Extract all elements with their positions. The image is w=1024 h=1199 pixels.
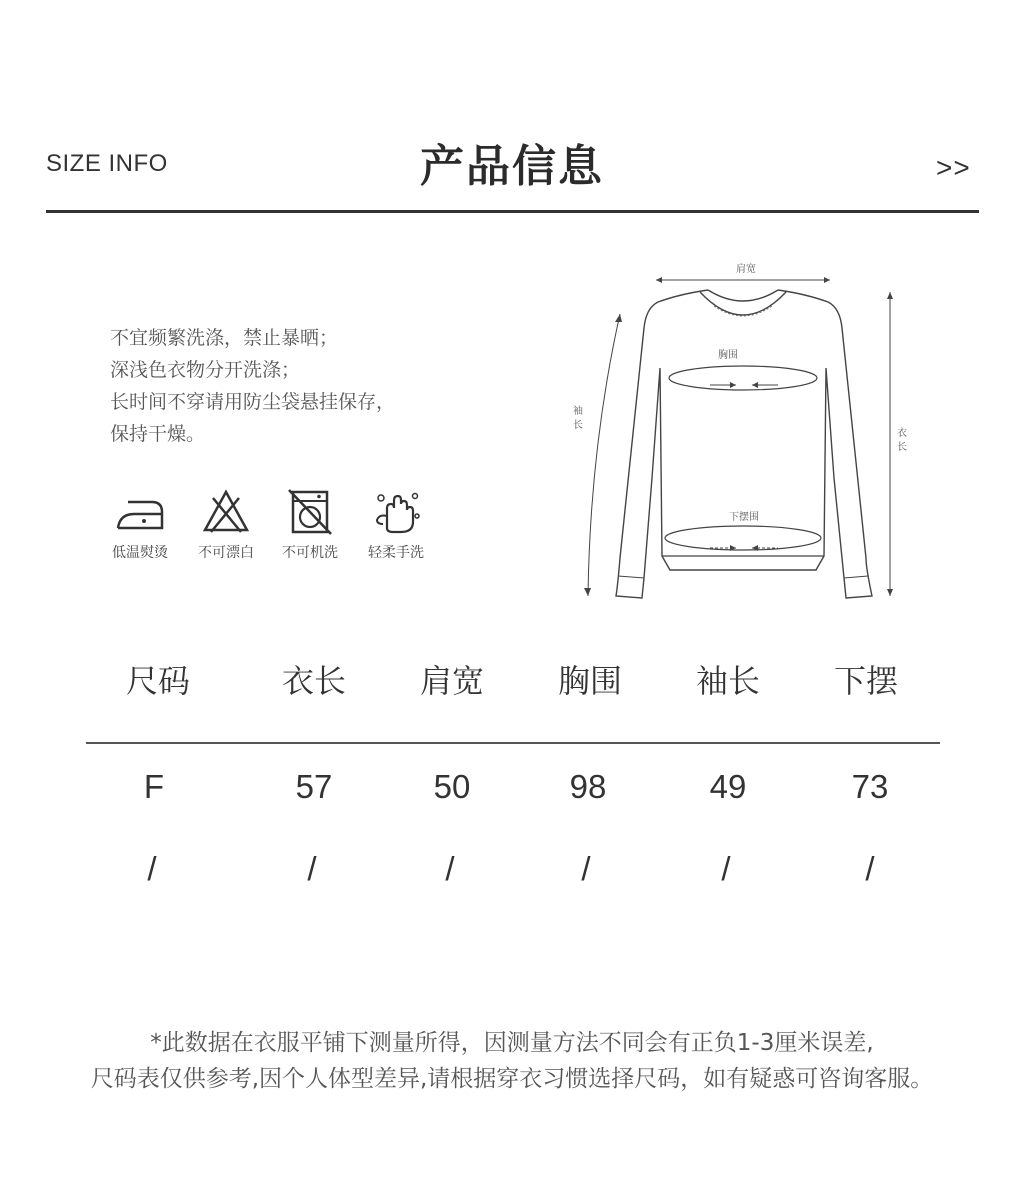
table-row bbox=[86, 850, 940, 894]
table-cell: 73 bbox=[851, 768, 889, 805]
care-line: 深浅色衣物分开洗涤； bbox=[110, 359, 301, 381]
care-line: 长时间不穿请用防尘袋悬挂保存， bbox=[110, 391, 396, 413]
table-cell: / bbox=[865, 850, 875, 887]
page-title: 产品信息 bbox=[420, 141, 604, 192]
measurement-note: 尺码表仅供参考,因个人体型差异,请根据穿衣习惯选择尺码，如有疑惑可咨询客服。 bbox=[90, 1066, 934, 1092]
more-link[interactable]: >> bbox=[936, 152, 971, 183]
column-header: 衣长 bbox=[281, 662, 346, 700]
column-header: 袖长 bbox=[695, 662, 760, 700]
care-line: 不宜频繁洗涤，禁止暴晒； bbox=[110, 327, 339, 349]
header-divider bbox=[46, 210, 979, 213]
garment-diagram bbox=[560, 258, 940, 608]
table-cell: 50 bbox=[433, 768, 471, 805]
column-header: 下摆 bbox=[833, 662, 898, 700]
size-info-label: SIZE INFO bbox=[46, 150, 168, 177]
column-header: 肩宽 bbox=[419, 662, 484, 700]
sleeve-label: 长 bbox=[573, 420, 583, 431]
care-label: 不可机洗 bbox=[282, 545, 338, 561]
column-header: 胸围 bbox=[557, 662, 622, 700]
care-line: 保持干燥。 bbox=[110, 423, 206, 445]
sweatshirt-outline bbox=[560, 258, 940, 608]
care-label: 低温熨烫 bbox=[112, 545, 168, 561]
care-item-iron bbox=[104, 492, 176, 562]
table-row bbox=[86, 768, 940, 812]
table-cell: 57 bbox=[295, 768, 333, 805]
table-cell: / bbox=[307, 850, 317, 887]
column-header: 尺码 bbox=[125, 662, 190, 700]
care-item-machine bbox=[274, 488, 346, 562]
chest-label: 胸围 bbox=[718, 350, 738, 361]
table-cell: / bbox=[147, 850, 157, 887]
length-label: 长 bbox=[897, 442, 907, 453]
table-cell: / bbox=[721, 850, 731, 887]
hem-label: 下摆围 bbox=[729, 512, 759, 523]
shoulder-label: 肩宽 bbox=[736, 264, 756, 275]
care-instructions bbox=[110, 322, 490, 450]
table-cell: / bbox=[581, 850, 591, 887]
iron-low-icon bbox=[110, 492, 170, 536]
care-label: 轻柔手洗 bbox=[368, 545, 424, 561]
care-item-hand-wash bbox=[360, 488, 432, 562]
hand-wash-icon bbox=[371, 488, 421, 536]
table-cell: F bbox=[143, 768, 165, 805]
size-table-header bbox=[86, 656, 940, 706]
measurement-note: *此数据在衣服平铺下测量所得，因测量方法不同会有正负1-3厘米误差, bbox=[150, 1030, 874, 1056]
table-cell: 49 bbox=[709, 768, 747, 805]
care-item-bleach bbox=[190, 488, 262, 562]
table-cell: / bbox=[445, 850, 455, 887]
sleeve-label: 袖 bbox=[573, 406, 583, 417]
no-bleach-icon bbox=[201, 488, 251, 536]
table-cell: 98 bbox=[569, 768, 607, 805]
length-label: 衣 bbox=[897, 428, 907, 439]
table-divider bbox=[86, 742, 940, 744]
care-label: 不可漂白 bbox=[198, 545, 254, 561]
no-machine-wash-icon bbox=[285, 488, 335, 536]
